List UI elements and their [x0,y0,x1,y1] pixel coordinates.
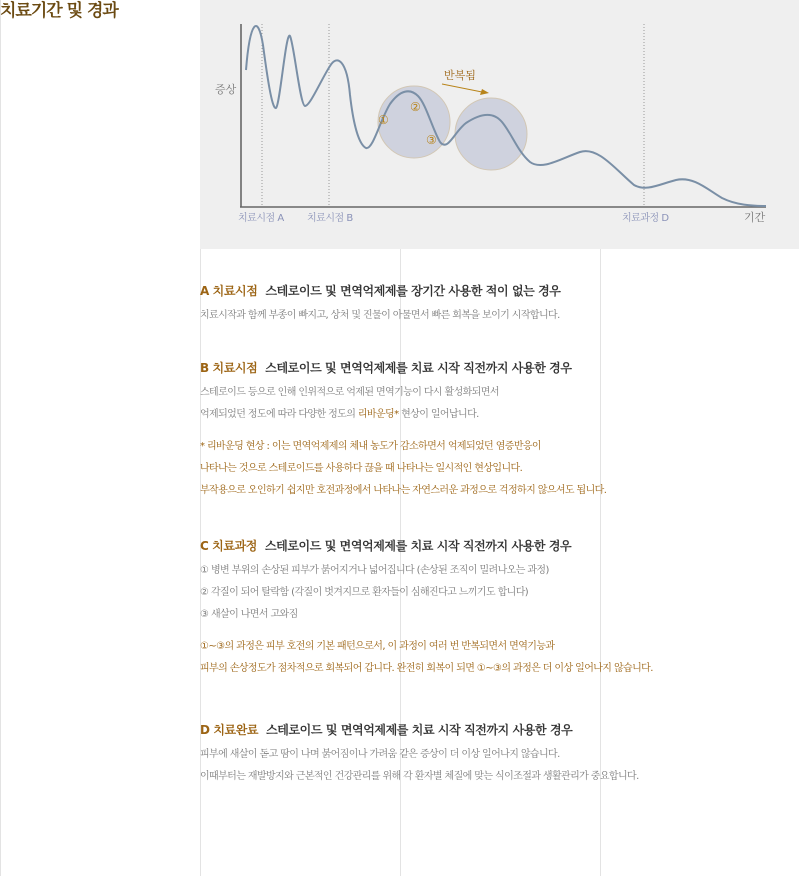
x-axis-label: 기간 [744,211,766,224]
section-c [200,537,799,680]
section-b-line-2-post: 현상이 일어납니다. [398,409,479,420]
section-b-line-2-pre: 억제되었던 정도에 따라 다양한 정도의 [200,409,358,420]
section-d-line-1: 피부에 새살이 돋고 땀이 나며 붉어짐이나 가려움 같은 증상이 더 이상 일어나지 않습니다. [200,749,560,760]
section-d [200,721,799,788]
guide-line-1 [0,0,1,876]
rebound-highlight: 리바운딩* [357,409,399,420]
section-a [200,282,799,327]
section-a-heading [200,282,799,300]
section-c-heading [200,537,799,555]
marker-b-label: 치료시점 B [307,213,353,224]
cycle-circle-1 [378,86,450,158]
section-b-line-1: 스테로이드 등으로 인해 인위적으로 억제된 면역기능이 다시 활성화되면서 [200,387,499,398]
section-c-line-3: ③ 새살이 나면서 고와짐 [200,609,298,620]
section-c-line-1: ① 병변 부위의 손상된 피부가 붉어지거나 넓어집니다 (손상된 조직이 밀려나오는 과정) [200,565,549,576]
section-b-note-2: 나타나는 것으로 스테로이드를 사용하다 끊을 때 나타나는 일시적인 현상입니다. [200,463,523,474]
section-c-line-2: ② 각질이 되어 탈락함 (각질이 벗겨지므로 환자들이 심해진다고 느끼기도 합니다) [200,587,529,598]
section-a-tag: A 치료시점 [200,284,258,298]
section-d-tag: D 치료완료 [200,723,259,737]
section-a-line-1: 치료시작과 함께 부종이 빠지고, 상처 및 진물이 아물면서 빠른 회복을 보이기 시작합니다. [200,310,560,321]
stage-3-marker: ③ [426,133,437,147]
marker-a-label: 치료시점 A [238,213,284,224]
repeat-label: 반복됨 [444,69,476,82]
section-b-heading [200,359,799,377]
stage-2-marker: ② [410,100,421,114]
repeat-arrow-head [480,89,489,95]
section-b-tag: B 치료시점 [200,361,258,375]
y-axis-label: 증상 [215,83,237,96]
section-b-desc: 스테로이드 및 면역억제제를 치료 시작 직전까지 사용한 경우 [265,361,572,375]
section-d-line-2: 이때부터는 재발방지와 근본적인 건강관리를 위해 각 환자별 체질에 맞는 식이조절과 생활관리가 중요합니다. [200,771,639,782]
section-c-desc: 스테로이드 및 면역억제제를 치료 시작 직전까지 사용한 경우 [264,539,572,553]
section-c-note-1: ①~③의 과정은 피부 호전의 기본 패턴으로서, 이 과정이 여러 번 반복되면서 면역기능과 [200,641,555,652]
marker-d-label: 치료과정 D [622,213,669,224]
section-a-desc: 스테로이드 및 면역억제제를 장기간 사용한 적이 없는 경우 [265,284,561,298]
section-b-note-1: * 리바운딩 현상 : 이는 면역억제제의 체내 농도가 감소하면서 억제되었던 염증반응이 [200,441,541,452]
page-title: 치료기간 및 경과 [0,1,118,21]
section-c-note-2: 피부의 손상정도가 점차적으로 회복되어 갑니다. 완전히 회복이 되면 ①~③의 과정은 더 이상 일어나지 않습니다. [200,663,653,674]
repeat-arrow-line [442,84,482,92]
section-d-desc: 스테로이드 및 면역억제제를 치료 시작 직전까지 사용한 경우 [266,723,573,737]
section-b-note-3: 부작용으로 오인하기 쉽지만 호전과정에서 나타나는 자연스러운 과정으로 걱정하지 않으셔도 됩니다. [200,485,607,496]
progress-diagram [200,0,799,249]
cycle-circle-2 [455,98,527,170]
section-b [200,359,799,502]
section-d-heading [200,721,799,739]
section-b-line-2 [200,404,799,426]
stage-1-marker: ① [378,113,389,127]
section-c-tag: C 치료과정 [200,539,257,553]
progress-diagram-svg [200,0,799,249]
